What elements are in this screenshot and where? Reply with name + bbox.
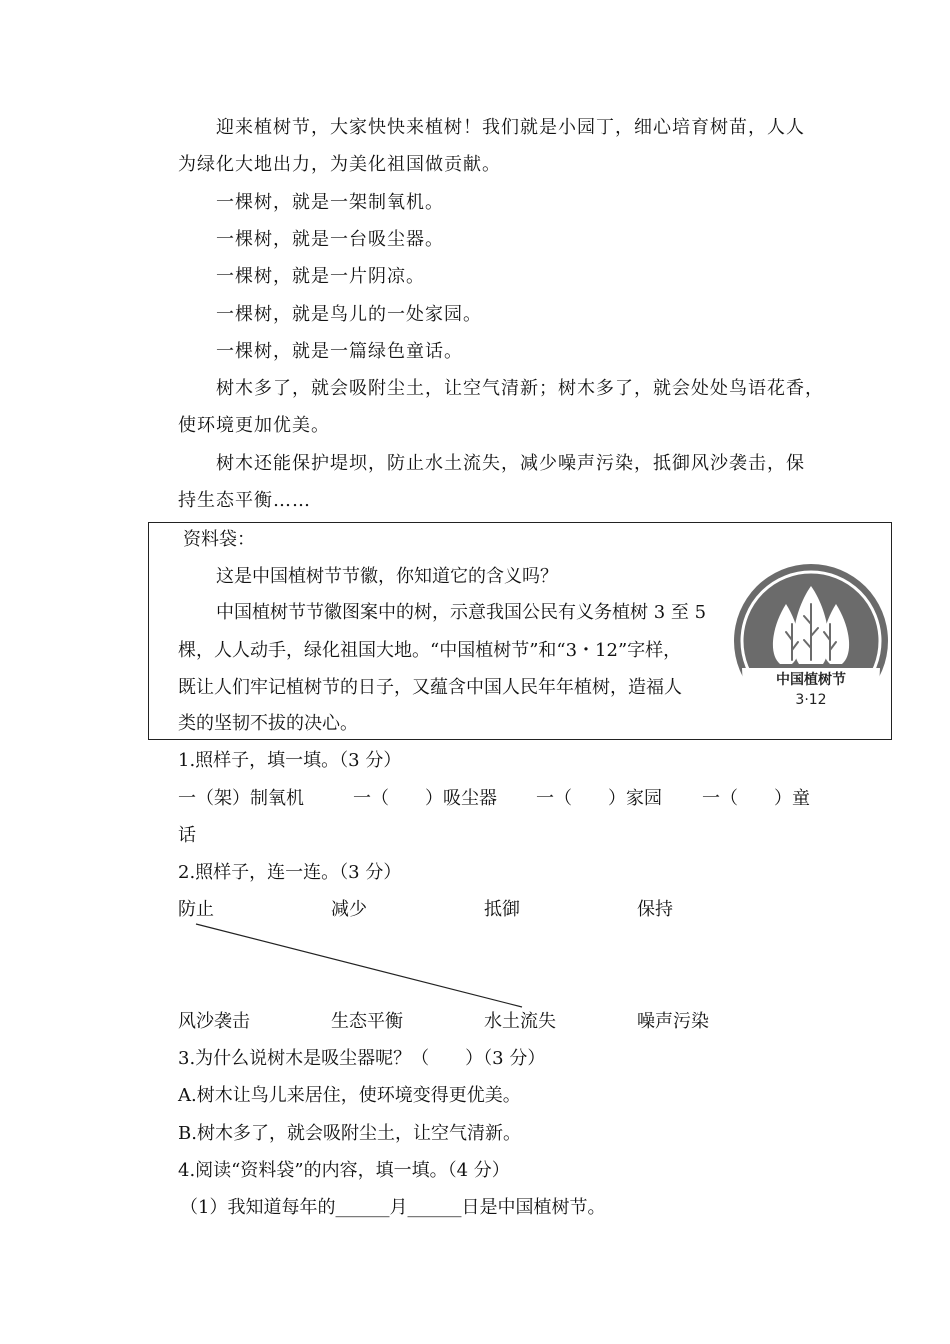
passage-line-11: 持生态平衡…… <box>178 490 311 511</box>
q2-top-item[interactable]: 防止 <box>178 899 214 920</box>
q1-title: 1.照样子，填一填。（3 分） <box>178 750 402 771</box>
passage-line-7: 一棵树，就是一篇绿色童话。 <box>216 341 463 362</box>
passage-line-2: 为绿化大地出力，为美化祖国做贡献。 <box>178 154 501 175</box>
emblem-title: 中国植树节 <box>776 672 846 688</box>
q2-top-item[interactable]: 抵御 <box>484 899 520 920</box>
info-box-title: 资料袋： <box>183 529 255 550</box>
info-box-question: 这是中国植树节节徽，你知道它的含义吗？ <box>216 566 558 587</box>
q1-blank-2[interactable]: 一（ ）家园 <box>536 788 662 809</box>
q1-blank-3[interactable]: 一（ ）童 <box>702 788 810 809</box>
passage-line-10: 树木还能保护堤坝，防止水土流失，减少噪声污染，抵御风沙袭击，保 <box>216 453 805 474</box>
passage-line-6: 一棵树，就是鸟儿的一处家园。 <box>216 304 482 325</box>
tree-festival-emblem <box>732 562 890 720</box>
q3-option-b[interactable]: B.树木多了，就会吸附尘土，让空气清新。 <box>178 1123 521 1144</box>
emblem-date: 3·12 <box>795 692 827 708</box>
info-box-line-2: 棵，人人动手，绿化祖国大地。“中国植树节”和“3・12”字样， <box>178 640 682 661</box>
q4-title: 4.阅读“资料袋”的内容，填一填。（4 分） <box>178 1160 510 1181</box>
q2-bottom-item[interactable]: 水土流失 <box>484 1011 556 1032</box>
passage-line-1: 迎来植树节，大家快快来植树！我们就是小园丁，细心培育树苗，人人 <box>216 117 805 138</box>
info-box-line-4: 类的坚韧不拔的决心。 <box>178 713 358 734</box>
q2-title: 2.照样子，连一连。（3 分） <box>178 862 402 883</box>
q1-continuation: 话 <box>178 825 196 846</box>
q1-example: 一（架）制氧机 <box>178 788 304 809</box>
q2-top-item[interactable]: 保持 <box>637 899 673 920</box>
passage-line-5: 一棵树，就是一片阴凉。 <box>216 266 425 287</box>
passage-line-3: 一棵树，就是一架制氧机。 <box>216 192 444 213</box>
q1-blank-1[interactable]: 一（ ）吸尘器 <box>353 788 497 809</box>
q2-bottom-item[interactable]: 风沙袭击 <box>178 1011 250 1032</box>
q4-sub-1[interactable]: （1）我知道每年的______月______日是中国植树节。 <box>180 1197 606 1218</box>
passage-line-8: 树木多了，就会吸附尘土，让空气清新；树木多了，就会处处鸟语花香， <box>216 378 824 399</box>
q3-title: 3.为什么说树木是吸尘器呢？（ ）（3 分） <box>178 1048 546 1069</box>
q2-bottom-item[interactable]: 噪声污染 <box>637 1011 709 1032</box>
info-box-line-3: 既让人们牢记植树节的日子，又蕴含中国人民年年植树，造福人 <box>178 677 682 698</box>
passage-line-4: 一棵树，就是一台吸尘器。 <box>216 229 444 250</box>
info-box-line-1: 中国植树节节徽图案中的树，示意我国公民有义务植树 3 至 5 <box>216 602 707 623</box>
q2-bottom-item[interactable]: 生态平衡 <box>331 1011 403 1032</box>
q2-top-item[interactable]: 减少 <box>331 899 367 920</box>
q3-option-a[interactable]: A.树木让鸟儿来居住，使环境变得更优美。 <box>178 1085 521 1106</box>
passage-line-9: 使环境更加优美。 <box>178 415 330 436</box>
